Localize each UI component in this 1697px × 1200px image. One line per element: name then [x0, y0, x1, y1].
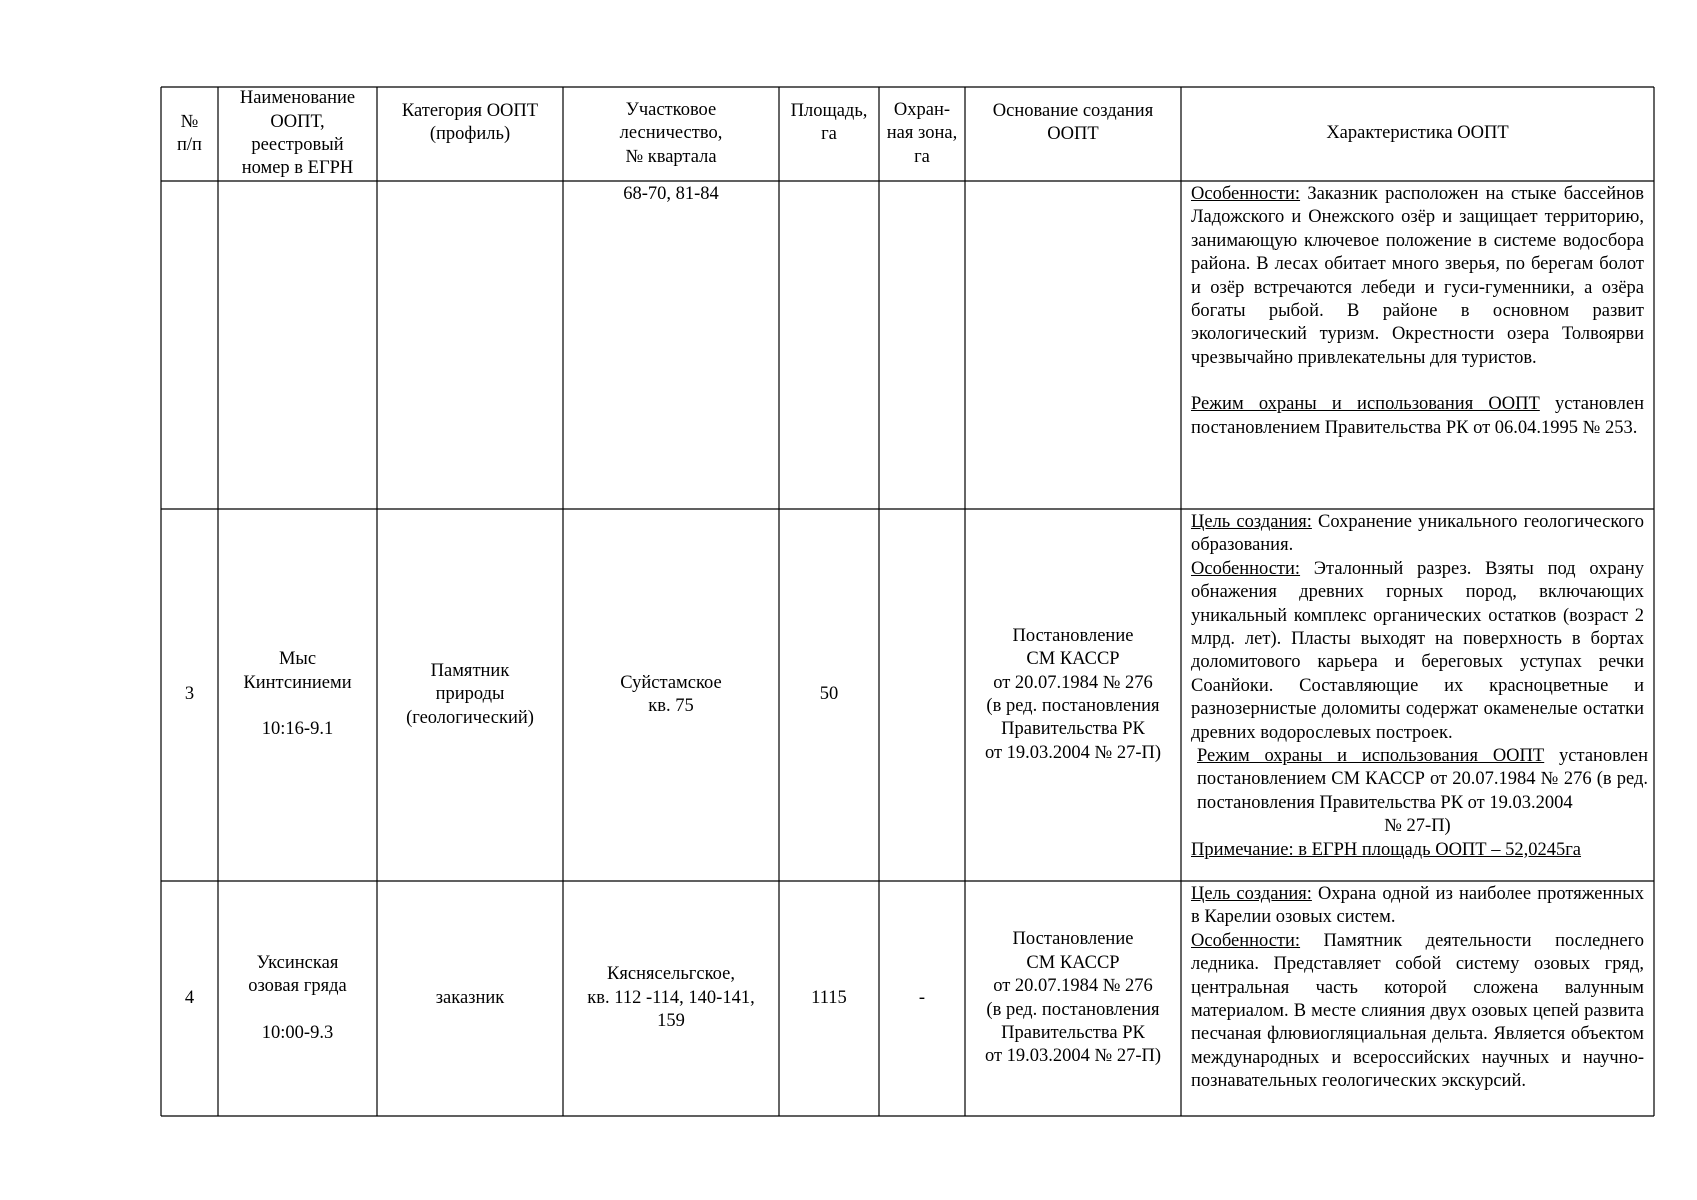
basis-line: от 19.03.2004 № 27-П) — [984, 1046, 1162, 1067]
row-forestry-cont — [563, 181, 779, 509]
row-characteristic — [1181, 509, 1654, 881]
header-basis — [965, 87, 1181, 181]
goal-paragraph — [1191, 883, 1644, 930]
registry-number: 10:16-9.1 — [261, 719, 334, 740]
regime-paragraph — [1191, 745, 1648, 815]
category-line: Памятник — [430, 660, 510, 681]
row-num — [161, 509, 218, 881]
basis-line: СМ КАССР — [1026, 649, 1120, 670]
header-area-line: га — [821, 124, 837, 144]
header-basis-line: Основание создания — [992, 100, 1154, 121]
header-basis-line: ООПТ — [1047, 124, 1099, 144]
basis-line: от 20.07.1984 № 276 — [993, 976, 1153, 997]
features-paragraph — [1191, 930, 1644, 1094]
category-line: заказник — [435, 987, 505, 1008]
features-paragraph — [1191, 183, 1644, 370]
header-forestry-line: Участковое — [625, 99, 717, 120]
regime-tail — [1191, 815, 1644, 838]
note-text: Примечание: в ЕГРН площадь ООПТ – 52,0245га — [1191, 839, 1582, 860]
row-num-text: 3 — [184, 684, 195, 705]
basis-line: Постановление — [1012, 625, 1134, 646]
basis-line: от 20.07.1984 № 276 — [993, 672, 1153, 693]
note-paragraph — [1191, 839, 1644, 862]
features-text: Заказник расположен на стыке бассейнов Ладожского и Онежского озёр и защищает территорию, занимающую ключевое положение в системе водосбора района. В лесах обитает много зверья, по берегам болот и озёр встречаются лебеди и гуси-гуменники, а озёра богаты рыбой. В районе в основном развит экологический туризм. Окрестности озера Толвоярви чрезвычайно привлекательны для туристов. — [1191, 184, 1644, 368]
basis-line: Правительства РК — [1001, 1022, 1145, 1043]
basis-line: Правительства РК — [1001, 719, 1145, 740]
row-name — [218, 881, 377, 1116]
regime-text: установлен постановлением СМ КАССР от 20.07.1984 № 276 (в ред. постановления Правительства РК от 19.03.2004 — [1197, 746, 1649, 813]
name-line: озовая гряда — [248, 976, 347, 997]
row-forestry — [563, 509, 779, 881]
forestry-line: 159 — [657, 1011, 685, 1032]
features-label: Особенности: — [1191, 184, 1301, 204]
row-basis — [965, 881, 1181, 1116]
row-characteristic — [1181, 881, 1654, 1116]
row-characteristic — [1181, 181, 1654, 509]
zone-value: - — [918, 987, 926, 1008]
category-line: природы — [435, 684, 505, 705]
row-basis — [965, 509, 1181, 881]
features-paragraph — [1191, 558, 1644, 745]
goal-text: Охрана одной из наиболее протяженных в Карелии озовых систем. — [1191, 884, 1644, 928]
basis-line: Постановление — [1012, 929, 1134, 950]
forestry-line: кв. 112 -114, 140-141, — [587, 987, 755, 1008]
header-zone-line: Охран- — [893, 99, 951, 120]
features-text: Памятник деятельности последнего ледника. Представляет собой систему озовых гряд, центральная часть которой сложена валунным материалом. В месте слияния двух озовых цепей развита песчаная флювиогляциальная дельта. Является объектом международных и всероссийских научных и научно-познавательных геологических экскурсий. — [1191, 930, 1644, 1092]
header-category-line: (профиль) — [429, 124, 511, 144]
header-characteristic — [1181, 87, 1654, 181]
header-zone-line: га — [914, 146, 930, 167]
regime-label: Режим охраны и использования ООПТ — [1197, 746, 1545, 767]
goal-paragraph — [1191, 511, 1644, 558]
goal-text: Сохранение уникального геологического образования. — [1191, 512, 1644, 556]
header-name-line: Наименование — [239, 88, 356, 109]
row-area — [779, 881, 879, 1116]
area-value: 1115 — [811, 987, 847, 1008]
header-name — [218, 87, 377, 181]
features-label: Особенности: — [1191, 558, 1301, 579]
row-num — [161, 881, 218, 1116]
basis-line: (в ред. постановления — [986, 999, 1160, 1020]
row-category — [377, 509, 563, 881]
header-forestry — [563, 87, 779, 181]
name-line: Мыс — [278, 649, 317, 670]
row-category — [377, 881, 563, 1116]
header-category-line: Категория ООПТ — [401, 100, 539, 121]
header-area-line: Площадь, — [790, 100, 868, 121]
regime-text: установлен постановлением Правительства РК от 06.04.1995 № 253. — [1191, 394, 1645, 438]
forestry-line: кв. 75 — [648, 696, 694, 716]
header-name-line: номер в ЕГРН — [241, 158, 354, 179]
header-forestry-line: № квартала — [625, 146, 717, 167]
row-name — [218, 509, 377, 881]
forestry-cont-text: 68-70, 81-84 — [623, 184, 719, 204]
features-text: Эталонный разрез. Взяты под охрану обнажения древних горных пород, включающих уникальный комплекс органических остатков (возраст 2 млрд. лет). Пласты выходят на поверхность в бортах доломитового карьера и береговых уступах речки Соанйоки. Составляющие их красноцветные и разнозернистые доломиты содержат окаменелые остатки древних водорослевых построек. — [1191, 558, 1644, 743]
header-num-text: № п/п — [177, 111, 202, 155]
forestry-line: Суйстамское — [620, 672, 722, 693]
row-area — [779, 509, 879, 881]
registry-number: 10:00-9.3 — [261, 1022, 334, 1043]
area-value: 50 — [819, 684, 839, 705]
features-label: Особенности: — [1191, 930, 1301, 951]
header-name-line: реестровый — [251, 135, 344, 155]
header-zone — [879, 87, 965, 181]
regime-paragraph — [1191, 393, 1644, 440]
basis-line: (в ред. постановления — [986, 696, 1160, 716]
header-forestry-line: лесничество, — [619, 123, 723, 144]
row-zone — [879, 509, 965, 881]
header-area — [779, 87, 879, 181]
row-num-text: 4 — [184, 987, 195, 1008]
header-zone-line: ная зона, — [886, 123, 958, 144]
basis-line: от 19.03.2004 № 27-П) — [984, 742, 1162, 763]
name-line: Кинтсиниеми — [243, 672, 352, 693]
regime-tail-text: № 27-П) — [1384, 816, 1451, 837]
row-forestry — [563, 881, 779, 1116]
regime-label: Режим охраны и использования ООПТ — [1191, 394, 1540, 415]
header-category — [377, 87, 563, 181]
goal-label: Цель создания: — [1191, 512, 1312, 532]
basis-line: СМ КАССР — [1026, 952, 1120, 973]
header-characteristic-text: Характеристика ООПТ — [1326, 123, 1509, 144]
row-zone — [879, 881, 965, 1116]
goal-label: Цель создания: — [1191, 884, 1312, 904]
header-name-line: ООПТ, — [270, 111, 325, 132]
header-num — [161, 87, 218, 181]
name-line: Уксинская — [256, 952, 339, 973]
category-line: (геологический) — [406, 707, 534, 728]
forestry-line: Кяснясельгское, — [607, 964, 735, 985]
